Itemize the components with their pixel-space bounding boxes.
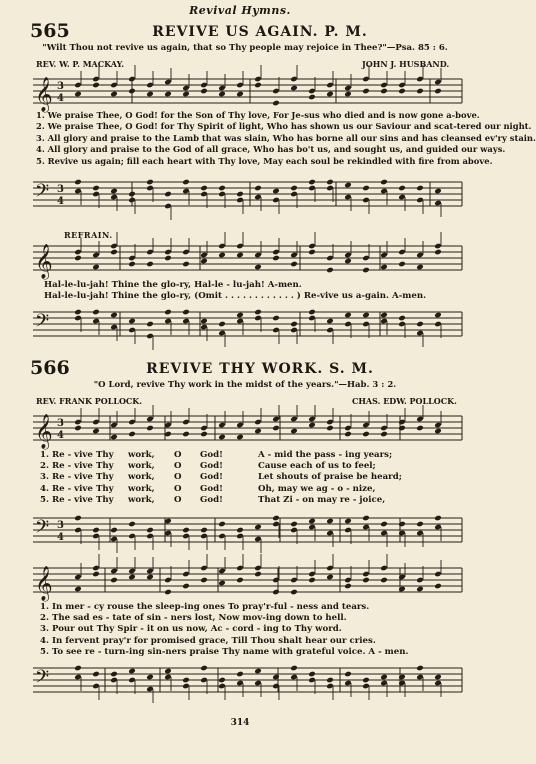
hymn-565-number: 565 [30, 20, 70, 42]
note-head [128, 668, 136, 675]
note-head [290, 85, 298, 92]
note-head [74, 179, 82, 186]
note-head [272, 315, 280, 322]
bass-clef-icon: 𝄢 [35, 181, 50, 206]
bass-clef-icon: 𝄢 [35, 667, 50, 692]
svg-text:4: 4 [57, 430, 64, 441]
note-head [110, 434, 118, 441]
note-head [362, 577, 370, 584]
verse-line: 5. To see re - turn-ing sin-ners praise Thy name with grateful voice. A - men. [40, 646, 409, 657]
svg-text:4: 4 [57, 532, 64, 543]
note-head [272, 674, 280, 681]
note-head [434, 249, 442, 256]
note-head [344, 258, 352, 265]
verse-line: 3. All glory and praise to the Lamb that was slain, Who has borne all our sins and has cleansed ev'ry stain. [36, 132, 536, 143]
note-head [290, 185, 298, 192]
note-head [398, 521, 406, 528]
refrain-line: Hal-le-lu-jah! Thine the glo-ry, (Omit . . . . . . . . . . . . ) Re-vive us a-gain. A-men. [44, 291, 427, 302]
note-head [200, 577, 208, 584]
verse-line: 1. In mer - cy rouse the sleep-ing ones To pray'r-ful - ness and tears. [40, 602, 370, 612]
note-head [200, 258, 208, 265]
note-head [254, 668, 262, 675]
note-head [146, 261, 154, 268]
note-head [110, 671, 118, 678]
hymn-566-treble-staff-a [0, 410, 480, 450]
hymn-565-words-credit: REV. W. P. MACKAY. [36, 59, 125, 69]
note-head [398, 88, 406, 95]
note-head [74, 586, 82, 593]
note-head [146, 674, 154, 681]
svg-text:3: 3 [57, 184, 64, 195]
note-head [308, 422, 316, 429]
notes [74, 65, 442, 106]
note-head [92, 264, 100, 271]
note-head [254, 524, 262, 531]
note-head [128, 318, 136, 325]
svg-text:4: 4 [57, 196, 64, 207]
notes [74, 309, 442, 350]
note-head [272, 425, 280, 432]
note-head [200, 185, 208, 192]
verse-line: 1. Re - vive Thy work, O God! A - mid the pass - ing years; [40, 450, 393, 460]
note-head [434, 674, 442, 681]
note-head [110, 91, 118, 98]
note-head [236, 577, 244, 584]
note-head [236, 252, 244, 259]
note-head [74, 665, 82, 672]
note-head [128, 261, 136, 268]
staff-lines [33, 79, 462, 103]
note-head [200, 665, 208, 672]
note-head [416, 264, 424, 271]
note-head [236, 527, 244, 534]
notes [74, 554, 442, 595]
note-head [218, 321, 226, 328]
page-number: 314 [230, 718, 250, 728]
note-head [128, 521, 136, 528]
note-head [290, 261, 298, 268]
hymn-565-refrain-bass-staff [0, 306, 480, 346]
hymn-566-number: 566 [30, 357, 70, 379]
note-head [416, 586, 424, 593]
note-head [182, 309, 190, 316]
note-head [290, 428, 298, 435]
note-head [308, 309, 316, 316]
verse-line: 4. All glory and praise to the God of all grace, Who has bo't us, and sought us, and guided our ways. [36, 144, 506, 155]
hymn-565-bass-staff [0, 176, 480, 216]
note-head [182, 527, 190, 534]
note-head [110, 312, 118, 319]
note-head [290, 521, 298, 528]
note-head [308, 179, 316, 186]
note-head [398, 315, 406, 322]
note-head [308, 671, 316, 678]
note-head [92, 527, 100, 534]
note-head [92, 82, 100, 89]
svg-text:3: 3 [57, 418, 64, 429]
verse-line: 4. In fervent pray'r for promised grace, Till Thou shalt hear our cries. [40, 635, 376, 646]
hymn-565-refrain-treble-staff [0, 240, 480, 280]
treble-clef-icon: 𝄞 [35, 244, 53, 279]
note-head [326, 91, 334, 98]
note-head [344, 671, 352, 678]
hymn-565-verses [36, 110, 536, 167]
note-head [74, 255, 82, 262]
note-head [236, 434, 244, 441]
note-head [164, 191, 172, 198]
note-head [236, 312, 244, 319]
note-head [308, 249, 316, 256]
hymn-566-treble-staff-b [0, 562, 480, 602]
note-head [128, 88, 136, 95]
verse-line: 2. We praise Thee, O God! for Thy Spirit of light, Who has shown us our Saviour and scat-tered our night. [36, 121, 532, 132]
note-head [362, 677, 370, 684]
note-head [416, 185, 424, 192]
hymn-566-words-credit: REV. FRANK POLLOCK. [36, 396, 143, 406]
note-head [344, 91, 352, 98]
note-head [110, 527, 118, 534]
note-head [416, 321, 424, 328]
hymn-565-epigraph: "Wilt Thou not revive us again, that so Thy people may rejoice in Thee?"—Psa. 85 : 6. [42, 43, 448, 53]
note-head [146, 179, 154, 186]
note-head [164, 668, 172, 675]
note-head [110, 577, 118, 584]
note-head [308, 94, 316, 101]
note-head [182, 677, 190, 684]
hymn-565-refrain-lyrics [44, 280, 426, 302]
hymn-565-treble-staff [0, 73, 480, 113]
note-head [326, 267, 334, 274]
note-head [362, 267, 370, 274]
note-head [272, 100, 280, 107]
note-head [182, 179, 190, 186]
note-head [380, 431, 388, 438]
note-head [92, 428, 100, 435]
note-head [326, 677, 334, 684]
note-head [434, 188, 442, 195]
note-head [272, 515, 280, 522]
note-head [200, 88, 208, 95]
note-head [74, 425, 82, 432]
note-head [254, 82, 262, 89]
note-head [344, 518, 352, 525]
verse-line: 3. Re - vive Thy work, O God! Let shouts of praise be heard; [40, 472, 402, 483]
note-head [434, 88, 442, 95]
note-head [182, 583, 190, 590]
note-head [218, 185, 226, 192]
hymn-565-music-credit: JOHN J. HUSBAND. [362, 59, 450, 69]
note-head [146, 91, 154, 98]
note-head [380, 521, 388, 528]
treble-clef-icon: 𝄞 [35, 566, 53, 601]
treble-clef-icon: 𝄞 [35, 77, 53, 112]
note-head [362, 312, 370, 319]
note-head [254, 309, 262, 316]
hymn-565-refrain-label: REFRAIN. [64, 230, 113, 240]
note-head [182, 91, 190, 98]
verse-line: 1. We praise Thee, O God! for the Son of Thy love, For Je-sus who died and is now gone a-bove. [36, 110, 480, 120]
note-head [344, 312, 352, 319]
hymn-566-epigraph: "O Lord, revive Thy work in the midst of the years."—Hab. 3 : 2. [93, 380, 397, 390]
note-head [398, 425, 406, 432]
note-head [218, 521, 226, 528]
note-head [326, 179, 334, 186]
running-head: Revival Hymns. [189, 4, 291, 17]
note-head [398, 261, 406, 268]
hymn-566-bass-staff-b [0, 662, 480, 702]
note-head [254, 264, 262, 271]
note-head [326, 318, 334, 325]
notes [74, 179, 442, 220]
note-head [416, 425, 424, 432]
note-head [380, 577, 388, 584]
bass-clef-icon: 𝄢 [35, 517, 50, 542]
note-head [146, 321, 154, 328]
note-head [380, 179, 388, 186]
note-head [434, 428, 442, 435]
note-head [272, 589, 280, 596]
note-head [254, 428, 262, 435]
note-head [218, 580, 226, 587]
note-head [434, 312, 442, 319]
treble-clef-icon: 𝄞 [35, 414, 53, 449]
note-head [326, 425, 334, 432]
note-head [308, 577, 316, 584]
note-head [236, 191, 244, 198]
note-head [290, 665, 298, 672]
hymn-566-verses-b [40, 602, 408, 658]
svg-text:4: 4 [57, 93, 64, 104]
notes [74, 515, 442, 553]
note-head [398, 586, 406, 593]
note-head [290, 321, 298, 328]
note-head [182, 261, 190, 268]
note-head [416, 521, 424, 528]
note-head [92, 671, 100, 678]
note-head [308, 518, 316, 525]
note-head [254, 185, 262, 192]
note-head [272, 255, 280, 262]
note-head [218, 434, 226, 441]
note-head [200, 527, 208, 534]
note-head [398, 674, 406, 681]
note-head [416, 665, 424, 672]
note-head [146, 574, 154, 581]
note-head [92, 185, 100, 192]
note-head [164, 91, 172, 98]
note-head [344, 431, 352, 438]
hymn-566-title: REVIVE THY WORK. S. M. [146, 361, 374, 377]
note-head [380, 88, 388, 95]
note-head [362, 88, 370, 95]
note-head [254, 571, 262, 578]
note-head [380, 312, 388, 319]
note-head [362, 431, 370, 438]
note-head [164, 589, 172, 596]
note-head [200, 431, 208, 438]
note-head [398, 185, 406, 192]
note-head [362, 515, 370, 522]
note-head [218, 677, 226, 684]
notes [74, 665, 442, 703]
verse-line: 4. Re - vive Thy work, O God! Oh, may we ag - o - nize, [40, 483, 376, 494]
verse-line: 5. Re - vive Thy work, O God! That Zi - on may re - joice, [40, 494, 386, 505]
note-head [164, 255, 172, 262]
note-head [128, 574, 136, 581]
note-head [110, 249, 118, 256]
note-head [110, 188, 118, 195]
note-head [416, 88, 424, 95]
note-head [182, 431, 190, 438]
note-head [74, 91, 82, 98]
note-head [236, 671, 244, 678]
note-head [146, 425, 154, 432]
notes [74, 405, 442, 440]
note-head [326, 518, 334, 525]
note-head [434, 583, 442, 590]
verse-line: 5. Revive us again; fill each heart with Thy love, May each soul be rekindled with fire from above. [36, 155, 493, 166]
verse-line: 2. The sad es - tate of sin - ners lost, Now mov-ing down to hell. [40, 613, 347, 624]
note-head [128, 191, 136, 198]
note-head [164, 309, 172, 316]
note-head [218, 252, 226, 259]
note-head [128, 431, 136, 438]
note-head [74, 515, 82, 522]
note-head [344, 583, 352, 590]
note-head [344, 182, 352, 189]
note-head [362, 185, 370, 192]
svg-text:3: 3 [57, 81, 64, 92]
note-head [236, 91, 244, 98]
note-head [290, 589, 298, 596]
refrain-line: Hal-le-lu-jah! Thine the glo-ry, Hal-le - lu-jah! A-men. [44, 280, 302, 290]
hymn-566-verses-a [40, 450, 402, 506]
note-head [200, 318, 208, 325]
note-head [218, 91, 226, 98]
note-head [326, 574, 334, 581]
note-head [380, 674, 388, 681]
verse-line: 3. Pour out Thy Spir - it on us now, Ac - cord - ing to Thy word. [40, 624, 342, 635]
note-head [434, 515, 442, 522]
notes [74, 232, 442, 273]
note-head [92, 309, 100, 316]
note-head [380, 264, 388, 271]
note-head [74, 309, 82, 316]
svg-text:3: 3 [57, 520, 64, 531]
hymn-566-music-credit: CHAS. EDW. POLLOCK. [352, 396, 457, 406]
hymn-565-title: REVIVE US AGAIN. P. M. [152, 24, 368, 40]
note-head [146, 527, 154, 534]
bass-clef-icon: 𝄢 [35, 311, 50, 336]
note-head [92, 571, 100, 578]
verse-line: 2. Re - vive Thy work, O God! Cause each of us to feel; [40, 461, 376, 472]
note-head [272, 188, 280, 195]
hymn-566-bass-staff-a [0, 512, 480, 552]
